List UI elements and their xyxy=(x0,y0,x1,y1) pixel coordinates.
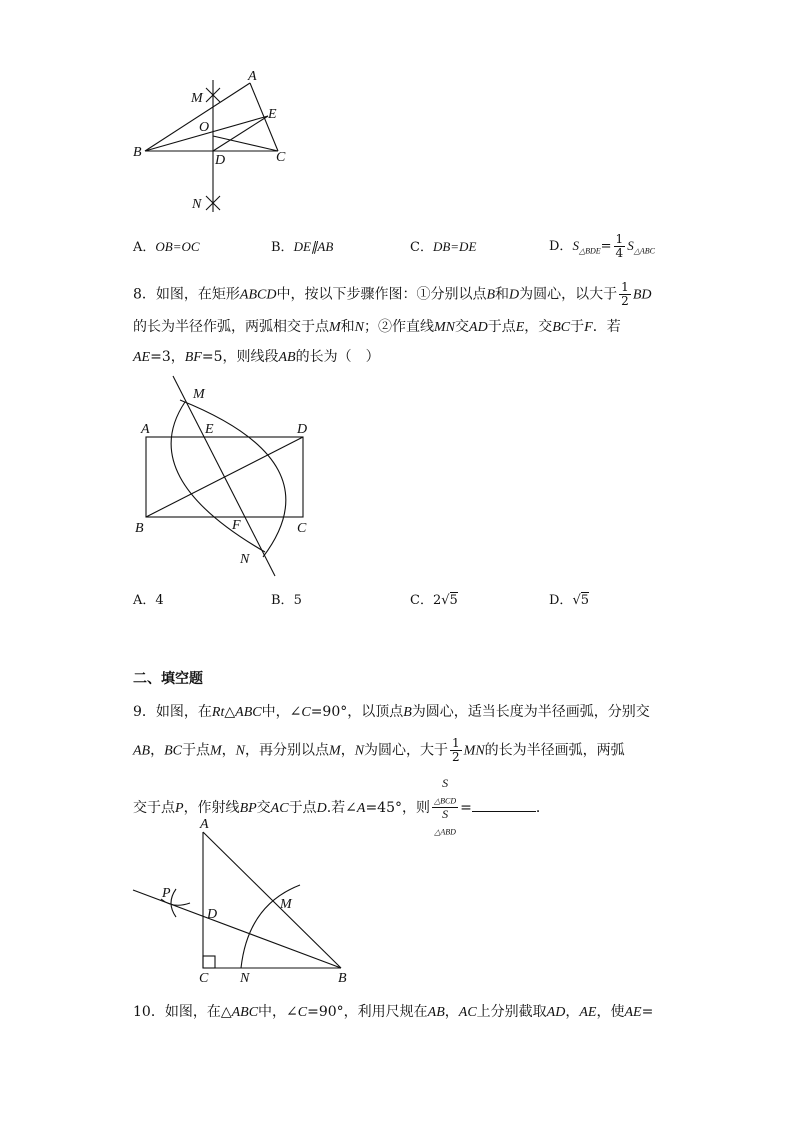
q10-stem-line1: 10．如图，在△ABC中，∠C=90°，利用尺规在AB，AC上分别截取AD，AE，使AE= xyxy=(133,1004,654,1020)
q8-option-a[interactable]: A．4 xyxy=(133,593,164,608)
q7-option-d[interactable]: D．$S_{\triangle BDE}=$ $\frac{1}{4}$ $S_{\triangle ABC}$ xyxy=(549,232,655,260)
q9-ratio: S $_{\triangle BCD}$ S $_{\triangle ABD}$ xyxy=(433,776,457,837)
q8-stem-line1: 8．如图，在矩形ABCD中，按以下步骤作图：①分别以点B和D为圆心，以大于 $\frac{1}{2}$ BD xyxy=(133,280,652,308)
q9-label-m: M xyxy=(280,897,292,912)
q8-option-b[interactable]: B．5 xyxy=(271,593,302,608)
q7-label-o: O xyxy=(199,120,210,135)
q8-label-m: M xyxy=(193,387,205,402)
q9-fraction: $\frac{1}{2}$ xyxy=(452,736,460,764)
q7-label-a: A xyxy=(248,69,257,84)
q9-stem-line3: 交于点P，作射线BP交AC于点D.若∠A=45°，则 S $_{\triangle BCD}$ S $_{\triangle ABD}$ = ． xyxy=(133,776,550,837)
q8-label-a: A xyxy=(141,422,150,437)
q8-label-e: E xyxy=(205,422,214,437)
q9-label-p: P xyxy=(162,886,171,901)
q8-figure xyxy=(125,372,325,580)
q7-label-e: E xyxy=(268,107,277,122)
q7-figure xyxy=(128,66,298,216)
q9-stem-line1: 9．如图，在Rt△ABC中，∠C=90°，以顶点B为圆心，适当长度为半径画弧，分别交 xyxy=(133,704,650,720)
q9-label-d: D xyxy=(207,907,218,922)
q7-label-m: M xyxy=(191,91,203,106)
q7-option-c[interactable]: C．DB=DE xyxy=(410,239,477,255)
sqrt-symbol: √ xyxy=(441,593,450,608)
q7-option-d-fraction: $\frac{1}{4}$ xyxy=(615,232,624,260)
q7-option-a[interactable]: A．OB=OC xyxy=(133,239,200,255)
q7-label-b: B xyxy=(133,145,142,160)
q8-label-b: B xyxy=(135,521,144,536)
q8-stem-line2: 的长为半径作弧，两弧相交于点M和N；②作直线MN交AD于点E，交BC于F．若 xyxy=(133,319,621,335)
q8-stem-line3: AE=3，BF=5，则线段AB的长为（ ） xyxy=(133,349,380,365)
q9-answer-blank[interactable] xyxy=(472,797,536,812)
q9-label-c: C xyxy=(199,971,209,986)
q7-label-n: N xyxy=(192,197,202,212)
q8-label-f: F xyxy=(232,518,241,533)
q9-stem-line2: AB，BC于点M，N，再分别以点M，N为圆心，大于 $\frac{1}{2}$ MN的长为半径画弧，两弧 xyxy=(133,736,625,764)
section-title-fill-blank: 二、填空题 xyxy=(133,671,203,687)
q8-option-d[interactable]: D．√5 xyxy=(549,593,590,608)
q7-label-c: C xyxy=(276,150,286,165)
q8-fraction: $\frac{1}{2}$ xyxy=(621,280,629,308)
q8-option-c[interactable]: C．2√5 xyxy=(410,593,458,608)
q9-label-n: N xyxy=(240,971,250,986)
q8-label-d: D xyxy=(297,422,308,437)
q8-label-c: C xyxy=(297,521,307,536)
q9-figure xyxy=(128,815,358,987)
q7-label-d: D xyxy=(215,153,226,168)
sqrt-symbol: √ xyxy=(572,593,581,608)
q9-label-b: B xyxy=(338,971,347,986)
q7-option-b[interactable]: B．DE∥AB xyxy=(271,239,334,255)
q8-label-n: N xyxy=(240,552,250,567)
q9-label-a: A xyxy=(200,817,209,832)
